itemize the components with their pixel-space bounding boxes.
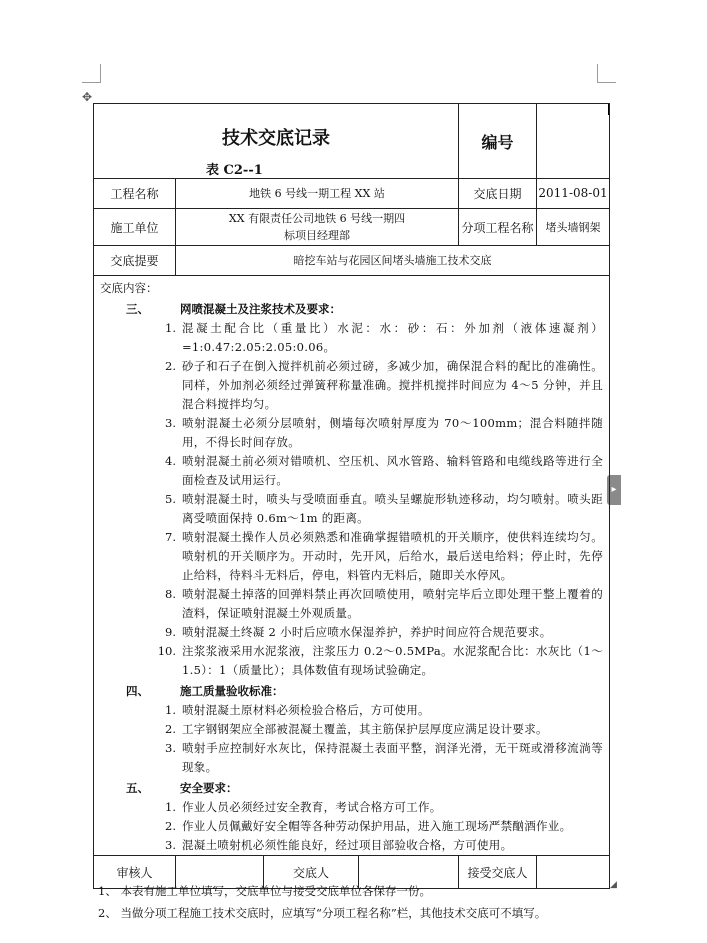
section-heading — [100, 300, 603, 319]
summary-label: 交底提要 — [94, 246, 176, 276]
section-heading — [100, 779, 603, 798]
list-item-text: 喷射混凝土掉落的回弹料禁止再次回喷使用，喷射完毕后立即处理干整上覆着的渣料，保证喷射混凝土外观质量。 — [182, 587, 603, 620]
list-item-text: 喷射混凝土必须分层喷射，侧墙每次喷射厚度为 70～100mm；混合料随拌随用，不得长时间存放。 — [182, 416, 603, 449]
summary-value[interactable]: 暗挖车站与花园区间堵头墙施工技术交底 — [176, 246, 610, 276]
form-code: 表 C2--1 — [206, 163, 263, 178]
content-cell[interactable] — [94, 276, 610, 856]
table-resize-handle-icon[interactable]: ◢ — [610, 880, 617, 890]
list-item — [100, 623, 603, 642]
list-item-number: 8. — [165, 587, 176, 601]
list-item — [100, 817, 603, 836]
list-item-number: 3. — [165, 838, 176, 852]
note-1: 1、 本表有施工单位填写，交底单位与接受交底单位各保存一份。 — [98, 884, 431, 898]
project-name-value[interactable]: 地铁 6 号线一期工程 XX 站 — [176, 179, 459, 209]
list-item — [100, 319, 603, 357]
list-item-text: 喷射混凝土操作人员必须熟悉和准确掌握错喷机的开关顺序，使供料连续均匀。喷射机的开关顺序为。开动时，先开风，后给水，最后送电给料；停止时，先停止给料，待料斗无料后，停电，料管内无料后，随即关水停风。 — [182, 530, 603, 582]
list-item — [100, 528, 603, 585]
section-number: 四、 — [126, 684, 149, 698]
section-number: 五、 — [126, 781, 149, 795]
list-item-number: 3. — [165, 416, 176, 430]
list-item-number: 1. — [165, 800, 176, 814]
number-value[interactable] — [537, 104, 610, 179]
list-item-number: 10. — [157, 644, 176, 658]
subproject-label: 分项工程名称 — [459, 209, 537, 246]
reviewer-label: 审核人 — [94, 856, 176, 889]
list-item-text: 喷射混凝土前必须对错喷机、空压机、风水管路、输料管路和电缆线路等进行全面检查及试用运行。 — [182, 454, 603, 487]
list-item-text: 作业人员必须经过安全教育，考试合格方可工作。 — [182, 800, 442, 814]
list-item-text: 喷射混凝土原材料必须检验合格后，方可使用。 — [182, 703, 430, 717]
list-item-text: 砂子和石子在倒入搅拌机前必须过磅，多减少加，确保混合料的配比的准确性。同样，外加剂必须经过弹簧秤称量准确。搅拌机搅拌时间应为 4～5 分钟，并且混合料搅拌均匀。 — [182, 359, 603, 411]
project-name-label: 工程名称 — [94, 179, 176, 209]
list-item — [100, 452, 603, 490]
list-item — [100, 642, 603, 680]
list-item-text: 喷射混凝土终凝 2 小时后应喷水保湿养护，养护时间应符合规范要求。 — [182, 625, 552, 639]
list-item — [100, 701, 603, 720]
list-item-number: 3. — [165, 741, 176, 755]
number-label: 编号 — [459, 104, 537, 179]
receiver-value[interactable] — [537, 856, 610, 889]
subproject-value[interactable]: 堵头墙钢架 — [537, 209, 610, 246]
date-value[interactable]: 2011-08-01 — [537, 179, 610, 209]
disclosure-record-table — [93, 103, 610, 889]
page-corner-mark-top-right — [597, 64, 616, 83]
form-title: 技术交底记录 — [222, 128, 330, 149]
section-heading — [100, 682, 603, 701]
side-expand-tab-icon[interactable]: ▸ — [607, 475, 621, 505]
section-title: 施工质量验收标准： — [180, 684, 284, 698]
list-item-text: 混凝土配合比（重量比）水泥：水：砂：石：外加剂（液体速凝剂）=1:0.47:2.05:2.05:0.06。 — [182, 321, 603, 354]
list-item-number: 1. — [165, 321, 176, 335]
date-label: 交底日期 — [459, 179, 537, 209]
page-corner-mark-top-left — [82, 64, 101, 83]
title-cell — [94, 104, 459, 179]
list-item-number: 1. — [165, 703, 176, 717]
unit-value[interactable]: XX 有限责任公司地铁 6 号线一期四标项目经理部 — [176, 209, 459, 246]
section-title: 网喷混凝土及注浆技术及要求： — [180, 302, 341, 316]
list-item-text: 喷射手应控制好水灰比，保持混凝土表面平整，润泽光滑，无干斑或滑移流淌等现象。 — [182, 741, 603, 774]
receiver-label: 接受交底人 — [459, 856, 537, 889]
list-item-text: 混凝土喷射机必须性能良好，经过项目部验收合格，方可使用。 — [182, 838, 513, 852]
list-item-number: 9. — [165, 625, 176, 639]
list-item — [100, 739, 603, 777]
list-item — [100, 414, 603, 452]
list-item — [100, 836, 603, 855]
list-item — [100, 357, 603, 414]
presenter-label: 交底人 — [264, 856, 359, 889]
list-item-text: 工字钢钢架应全部被混凝土覆盖，其主筋保护层厚度应满足设计要求。 — [182, 722, 548, 736]
list-item-text: 作业人员佩戴好安全帽等各种劳动保护用品，进入施工现场严禁酗酒作业。 — [182, 819, 572, 833]
list-item-number: 7. — [165, 530, 176, 544]
section-title: 安全要求： — [180, 781, 238, 795]
content-sections — [100, 300, 603, 855]
list-item — [100, 798, 603, 817]
list-item — [100, 585, 603, 623]
list-item-number: 5. — [165, 492, 176, 506]
list-item-number: 2. — [165, 359, 176, 373]
list-item-number: 2. — [165, 819, 176, 833]
list-item-text: 喷射混凝土时，喷头与受喷面垂直。喷头呈螺旋形轨迹移动，均匀喷射。喷头距离受喷面保持 0.6m～1m 的距离。 — [182, 492, 603, 525]
list-item-number: 2. — [165, 722, 176, 736]
content-heading: 交底内容： — [100, 281, 158, 295]
list-item-number: 4. — [165, 454, 176, 468]
unit-label: 施工单位 — [94, 209, 176, 246]
section-number: 三、 — [126, 302, 149, 316]
table-move-handle-icon[interactable]: ✥ — [82, 90, 93, 104]
list-item — [100, 720, 603, 739]
list-item — [100, 490, 603, 528]
note-2: 2、 当做分项工程施工技术交底时，应填写“分项工程名称”栏，其他技术交底可不填写。 — [98, 906, 547, 920]
list-item-text: 注浆浆液采用水泥浆液，注浆压力 0.2～0.5MPa。水泥浆配合比：水灰比（1～1.5）：1（质量比）；具体数值有现场试验确定。 — [182, 644, 603, 677]
